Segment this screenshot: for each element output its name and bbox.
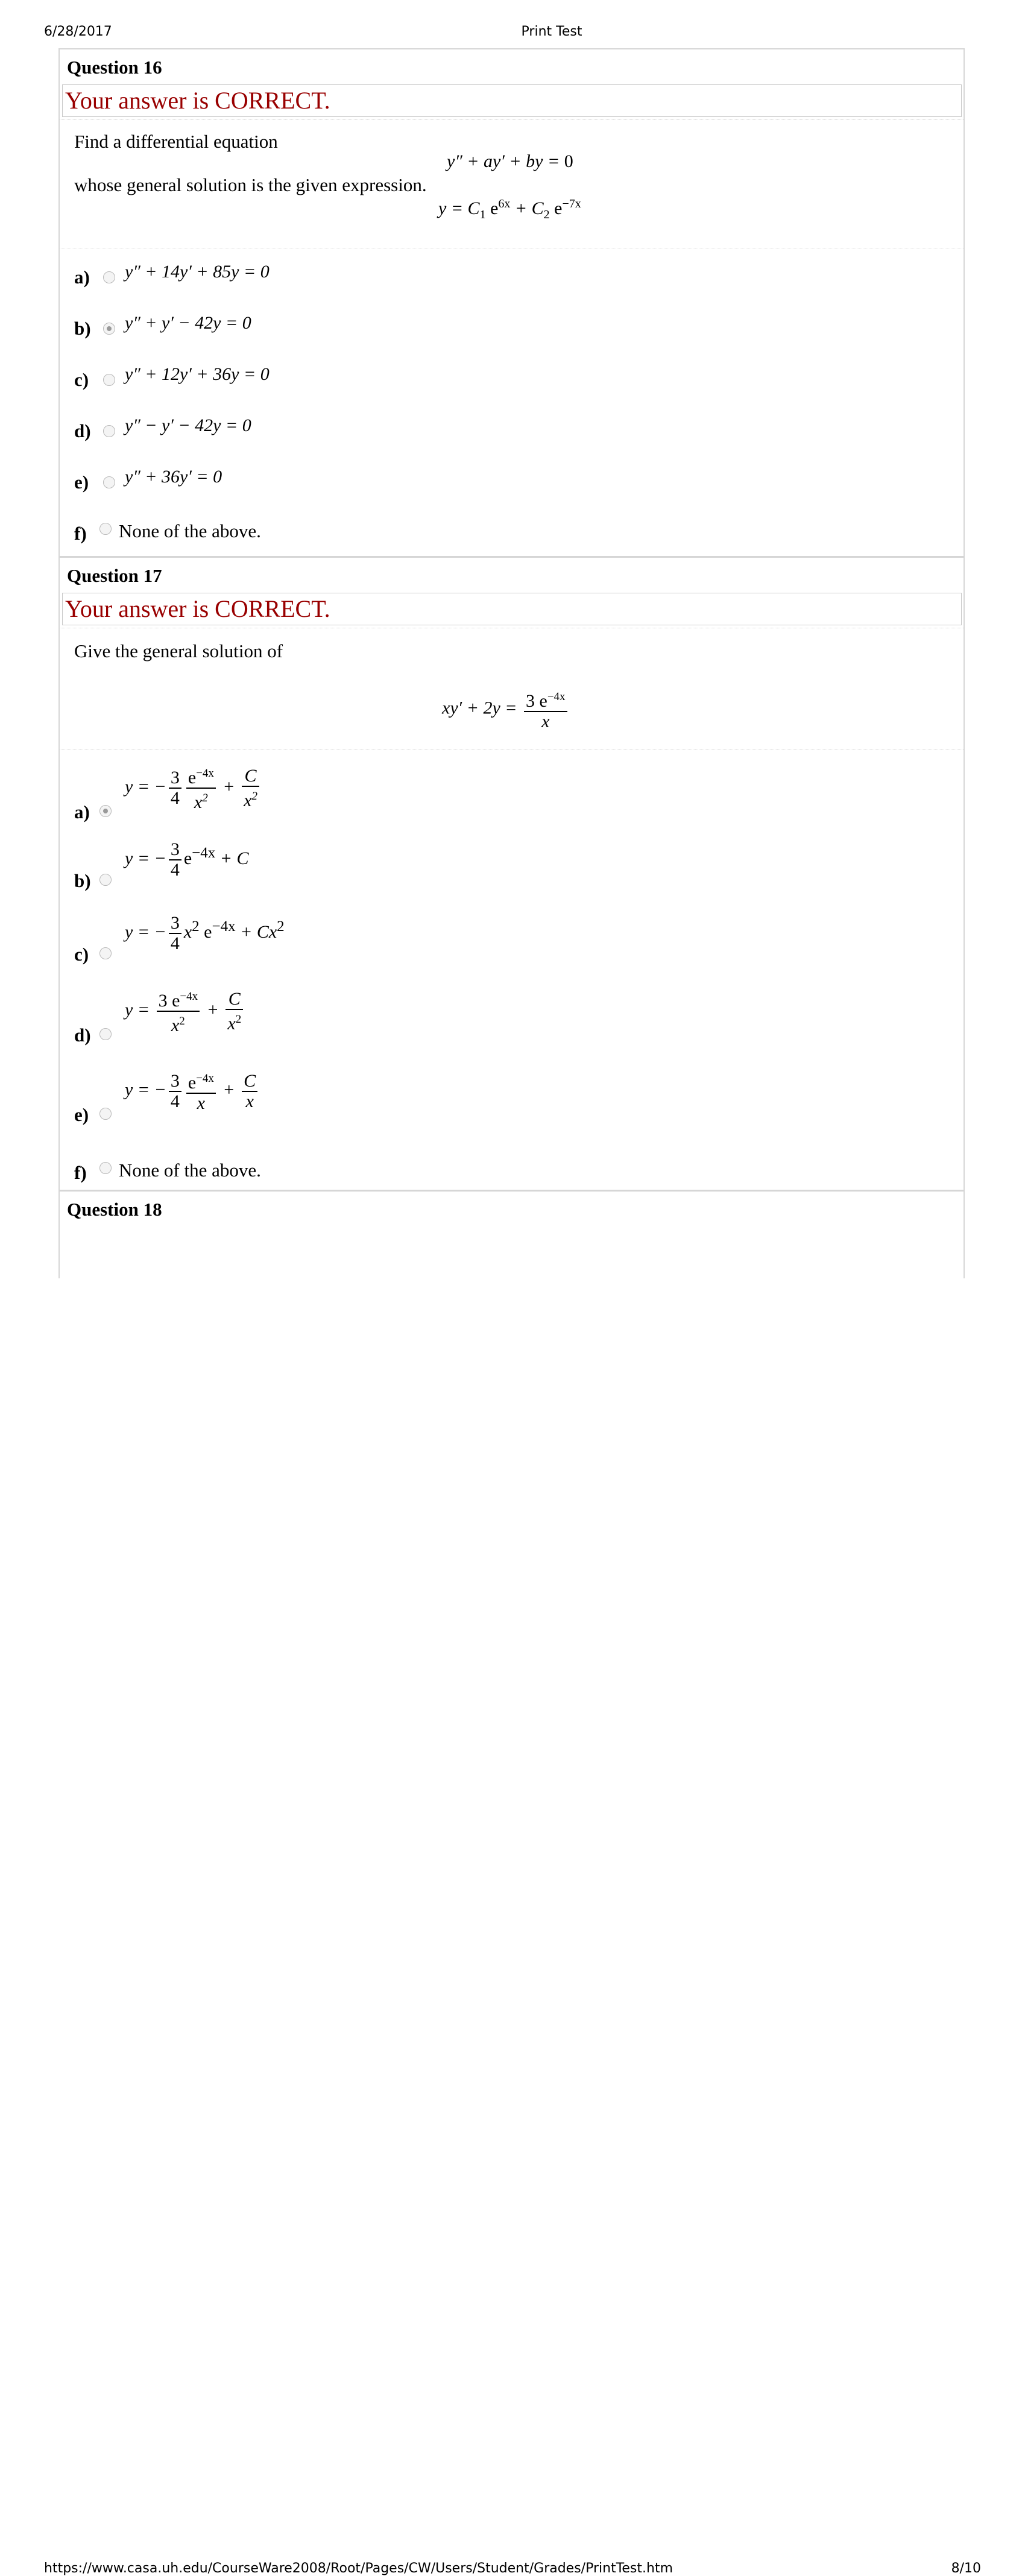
choice-equation: y = − $\frac{3}{4}$ $\frac{e^{-4x}}{x^2}$ + $\frac{C}{x^2}$: [125, 764, 262, 812]
stem-text-1: Find a differential equation: [74, 131, 278, 152]
radio-button[interactable]: [99, 1028, 112, 1040]
radio-button[interactable]: [103, 476, 115, 488]
question-stem: [60, 628, 964, 750]
question-stem: [60, 119, 964, 248]
print-footer: [0, 1278, 1025, 2576]
choice-label: b): [74, 318, 91, 339]
radio-button[interactable]: [103, 425, 115, 437]
choice-equation: y″ + y′ − 42y = 0: [125, 313, 251, 333]
question-16: [60, 49, 964, 556]
radio-button-selected[interactable]: [103, 323, 115, 335]
print-header: [0, 0, 1025, 42]
question-title: Question 18: [67, 1199, 162, 1220]
feedback-correct: Your answer is CORRECT.: [62, 84, 962, 117]
print-url: https://www.casa.uh.edu/CourseWare2008/Root/Pages/CW/Users/Student/Grades/PrintTest.htm: [44, 2561, 673, 2576]
choice-equation: y = − $\frac{3}{4}$ $x^2$ $e^{-4x} + Cx^2$: [125, 913, 285, 953]
radio-button[interactable]: [99, 947, 112, 959]
choice-text: None of the above.: [119, 520, 261, 541]
choice-label: b): [74, 870, 91, 891]
radio-button[interactable]: [99, 523, 112, 535]
choice-b[interactable]: [74, 840, 918, 894]
choice-label: a): [74, 801, 90, 822]
radio-button[interactable]: [103, 374, 115, 386]
choice-label: c): [74, 944, 89, 965]
choice-label: f): [74, 1162, 87, 1183]
choice-label: e): [74, 1104, 89, 1125]
page-number: 8/10: [951, 2561, 981, 2576]
choice-equation: y″ + 36y′ = 0: [125, 467, 222, 487]
choice-text: None of the above.: [119, 1160, 261, 1181]
answer-choices: [60, 750, 964, 1190]
choice-label: d): [74, 420, 91, 441]
choice-label: e): [74, 472, 89, 493]
stem-text-2: whose general solution is the given expression.: [74, 174, 427, 195]
choice-equation: y = $\frac{3 e^{-4x}}{x^2}$ + $\frac{C}{x^2}$: [125, 987, 245, 1035]
choice-label: a): [74, 267, 90, 288]
choice-c[interactable]: [74, 914, 918, 968]
choice-d[interactable]: [74, 987, 918, 1047]
choice-a[interactable]: [74, 764, 918, 824]
radio-button[interactable]: [99, 1162, 112, 1174]
radio-button[interactable]: [103, 271, 115, 283]
question-title: Question 16: [67, 57, 162, 78]
radio-button[interactable]: [99, 1108, 112, 1120]
print-date: 6/28/2017: [44, 24, 112, 39]
choice-label: d): [74, 1024, 91, 1046]
general-solution: $y = C_1$ $e^{6x} + C_2$ $e^{-7x}$: [438, 197, 581, 221]
question-18: [60, 1192, 964, 1226]
choice-e[interactable]: [74, 1069, 918, 1129]
test-content: [58, 48, 965, 1278]
choice-equation: y = − $\frac{3}{4}$ $e^{-4x} + C$: [125, 839, 249, 880]
radio-button[interactable]: [99, 874, 112, 886]
choice-equation: y″ − y′ − 42y = 0: [125, 415, 251, 435]
choice-equation: y″ + 14y′ + 85y = 0: [125, 262, 270, 282]
question-title: Question 17: [67, 565, 162, 586]
choice-label: c): [74, 369, 89, 390]
choice-equation: y = − $\frac{3}{4}$ $\frac{e^{-4x}}{x}$ + $\frac{C}{x}$: [125, 1069, 260, 1113]
answer-choices: [60, 248, 964, 556]
feedback-correct: Your answer is CORRECT.: [62, 593, 962, 625]
equation-form: y″ + ay′ + by = 0: [447, 151, 573, 171]
choice-equation: y″ + 12y′ + 36y = 0: [125, 364, 270, 384]
print-title: Print Test: [521, 24, 582, 39]
radio-button-selected[interactable]: [99, 805, 112, 817]
stem-text-1: Give the general solution of: [74, 640, 283, 661]
question-17: [60, 558, 964, 1190]
choice-label: f): [74, 523, 87, 544]
ode-equation: xy′ + 2y = $\frac{3 e^{-4x}}{x}$: [442, 687, 570, 731]
